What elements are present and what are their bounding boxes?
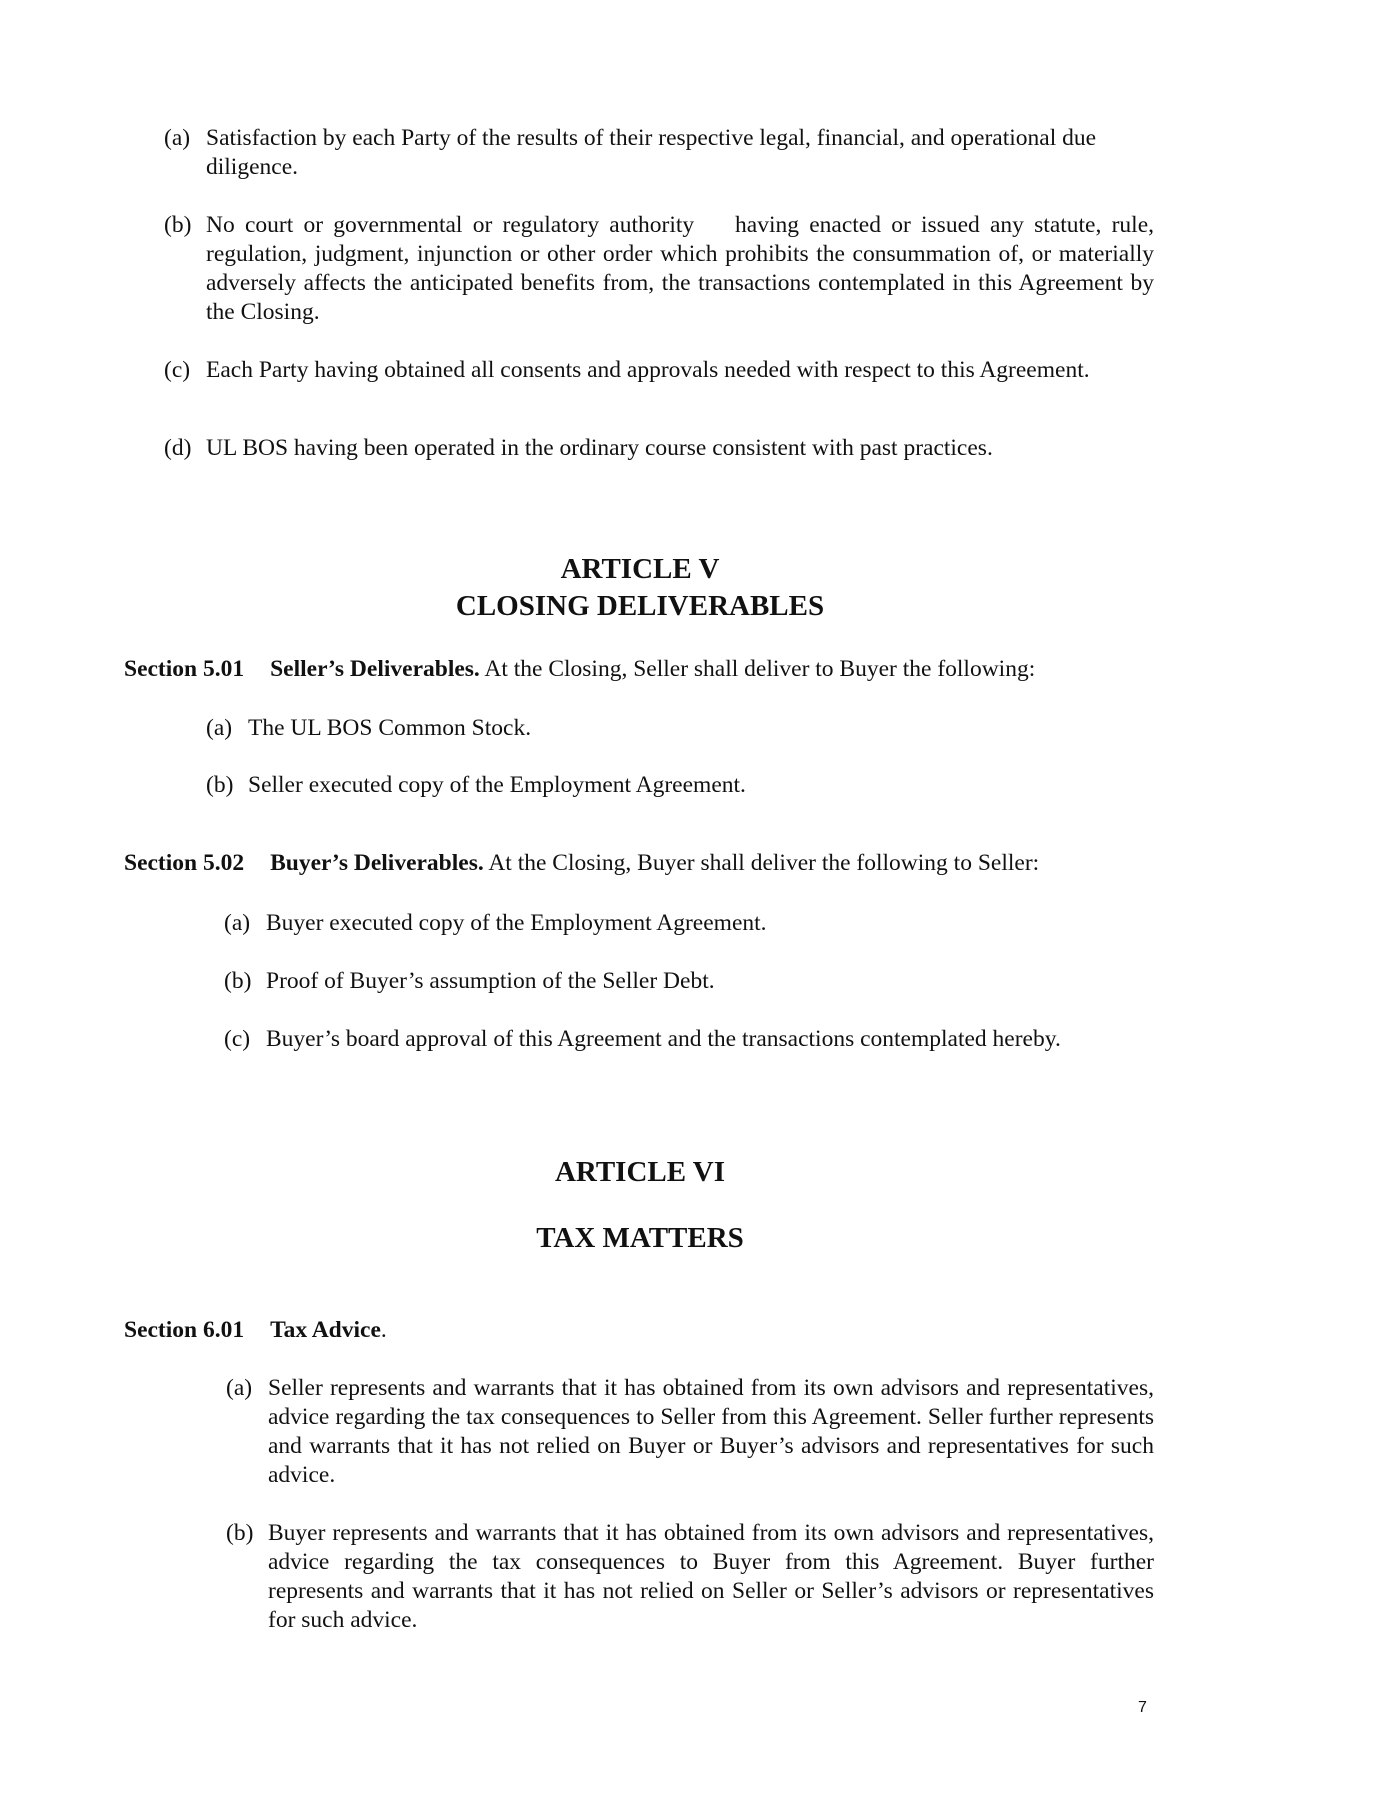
list-marker: (c) — [164, 357, 191, 383]
page-number: 7 — [1138, 1699, 1147, 1716]
list-text: Proof of Buyer’s assumption of the Seller Debt. — [266, 968, 715, 994]
list-item — [206, 771, 1154, 800]
list-item — [164, 124, 1154, 182]
article-number: ARTICLE V — [560, 553, 720, 585]
section-heading — [124, 1316, 1154, 1345]
list-text: Seller executed copy of the Employment Agreement. — [248, 772, 746, 798]
list-text: No court or governmental or regulatory authority having enacted or issued any statute, rule, regulation, judgment, injunction or other order which prohibits the consummation of, or materially adversely affects the anticipated benefits from, the transactions contemplated in this Agreement by the Closing. — [206, 212, 1160, 325]
list-item — [164, 211, 1160, 327]
list-item — [226, 1374, 1154, 1490]
list-text: The UL BOS Common Stock. — [248, 715, 532, 741]
list-item — [164, 434, 1154, 463]
list-marker: (a) — [224, 910, 251, 936]
section-heading — [124, 655, 1154, 684]
list-text: Each Party having obtained all consents and approvals needed with respect to this Agreement. — [206, 357, 1090, 383]
list-item — [224, 1025, 1154, 1054]
section-title: Seller’s Deliverables. — [270, 656, 480, 682]
list-item — [164, 356, 1154, 385]
list-text: Buyer executed copy of the Employment Agreement. — [266, 910, 767, 936]
list-marker: (a) — [206, 715, 233, 741]
list-marker: (c) — [224, 1026, 251, 1052]
section-number: Section 6.01 — [124, 1317, 245, 1343]
section-heading — [124, 849, 1154, 878]
section-text: . — [380, 1317, 387, 1343]
article-number: ARTICLE VI — [554, 1156, 726, 1188]
list-marker: (b) — [224, 968, 252, 994]
article-title: TAX MATTERS — [536, 1222, 744, 1254]
section-text: At the Closing, Seller shall deliver to Buyer the following: — [479, 656, 1036, 682]
list-marker: (a) — [226, 1375, 253, 1401]
list-marker: (b) — [206, 772, 234, 798]
list-text: UL BOS having been operated in the ordinary course consistent with past practices. — [206, 435, 993, 461]
section-title: Tax Advice — [270, 1317, 381, 1343]
list-item — [224, 909, 1154, 938]
section-title: Buyer’s Deliverables. — [270, 850, 484, 876]
list-text: Buyer represents and warrants that it has obtained from its own advisors and representatives, advice regarding the tax consequences to Buyer from this Agreement. Buyer further represents and warrants that it has not relied on Seller or Seller’s advisors or representatives for such advice. — [268, 1520, 1154, 1633]
section-number: Section 5.01 — [124, 656, 245, 682]
list-marker: (b) — [226, 1520, 254, 1546]
section-text: At the Closing, Buyer shall deliver the following to Seller: — [483, 850, 1040, 876]
list-text: Buyer’s board approval of this Agreement and the transactions contemplated hereby. — [266, 1026, 1061, 1052]
list-marker: (a) — [164, 125, 191, 151]
list-text: Seller represents and warrants that it has obtained from its own advisors and representatives, advice regarding the tax consequences to Seller from this Agreement. Seller further represents and warrants that it has not relied on Buyer or Buyer’s advisors and representatives for such advice. — [268, 1375, 1154, 1488]
list-item — [226, 1519, 1154, 1635]
list-item — [224, 967, 1154, 996]
list-marker: (b) — [164, 212, 192, 238]
section-number: Section 5.02 — [124, 850, 245, 876]
list-item — [206, 714, 1154, 743]
article-title: CLOSING DELIVERABLES — [455, 590, 825, 622]
list-text: Satisfaction by each Party of the results of their respective legal, financial, and operational due diligence. — [206, 125, 1097, 180]
list-marker: (d) — [164, 435, 192, 461]
